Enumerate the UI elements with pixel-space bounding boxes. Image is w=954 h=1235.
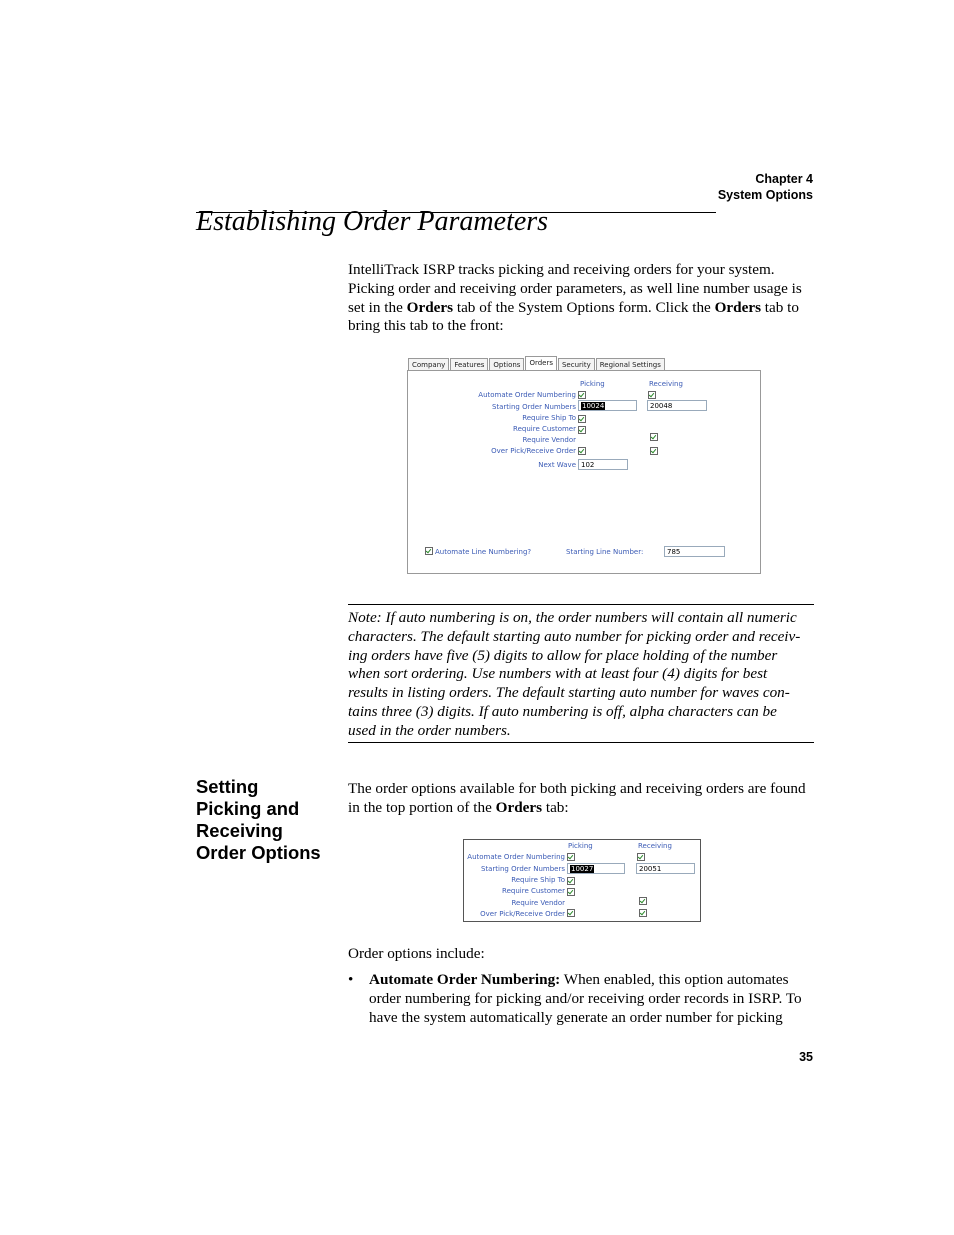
tab-security[interactable]: Security: [558, 358, 595, 370]
intro-line-4: bring this tab to the front:: [348, 317, 504, 335]
auto-line-numbering-checkbox[interactable]: [425, 547, 433, 555]
starting-line-number-label: Starting Line Number:: [566, 548, 644, 556]
intro-line-2: Picking order and receiving order parameters, as well line number usage is: [348, 279, 802, 297]
tab-orders[interactable]: Orders: [525, 356, 557, 370]
receiving-start-input[interactable]: 20051: [636, 863, 695, 874]
option-item-automate: [369, 971, 815, 1027]
intro-line-1: IntelliTrack ISRP tracks picking and receiving orders for your system.: [348, 261, 775, 278]
note-top-rule: [348, 604, 814, 605]
section-heading-line: Picking and: [196, 798, 300, 819]
picking-column-header: Picking: [580, 380, 605, 388]
picking-automate-checkbox[interactable]: [567, 853, 575, 861]
page-title: Establishing Order Parameters: [196, 206, 549, 237]
auto-line-numbering-label: Automate Line Numbering?: [435, 548, 532, 556]
picking-column-header: Picking: [568, 842, 593, 850]
section-heading-line: Order Options: [196, 842, 321, 863]
page-number: 35: [799, 1050, 813, 1064]
option-item-line-1: Automate Order Numbering: When enabled, this option automates: [369, 971, 789, 988]
picking-ship-to-checkbox[interactable]: [567, 877, 575, 885]
note-line-5: results in listing orders. The default starting auto number for waves con-: [348, 684, 790, 702]
receiving-column-header: Receiving: [649, 380, 683, 388]
chapter-label: Chapter 4: [755, 172, 813, 186]
require-ship-to-label: Require Ship To: [522, 414, 576, 422]
receiving-start-input[interactable]: 20048: [647, 400, 707, 411]
picking-over-checkbox[interactable]: [567, 909, 575, 917]
picking-customer-checkbox[interactable]: [578, 426, 586, 434]
picking-ship-to-checkbox[interactable]: [578, 415, 586, 423]
receiving-over-checkbox[interactable]: [650, 447, 658, 455]
next-wave-label: Next Wave: [538, 461, 576, 469]
note-line-4: when sort ordering. Use numbers with at least four (4) digits for best: [348, 665, 768, 683]
require-customer-label: Require Customer: [513, 425, 576, 433]
note-line-2: characters. The default starting auto number for picking order and receiv-: [348, 627, 801, 645]
receiving-column-header: Receiving: [638, 842, 672, 850]
starting-order-numbers-label: Starting Order Numbers: [491, 403, 576, 411]
starting-order-numbers-label: Starting Order Numbers: [480, 865, 565, 873]
options-intro: Order options include:: [348, 945, 485, 962]
picking-start-input[interactable]: 10024: [578, 400, 637, 411]
note-line-7: used in the order numbers.: [348, 721, 511, 739]
note-bottom-rule: [348, 742, 814, 743]
receiving-automate-checkbox[interactable]: [637, 853, 645, 861]
receiving-vendor-checkbox[interactable]: [650, 433, 658, 441]
section-label: System Options: [717, 188, 813, 202]
picking-over-checkbox[interactable]: [578, 447, 586, 455]
over-pick-receive-label: Over Pick/Receive Order: [491, 447, 576, 455]
note-block: [348, 609, 814, 741]
receiving-over-checkbox[interactable]: [639, 909, 647, 917]
section-heading-line: Receiving: [196, 820, 283, 841]
tab-features[interactable]: Features: [450, 358, 488, 370]
tab-options[interactable]: Options: [489, 358, 524, 370]
picking-customer-checkbox[interactable]: [567, 888, 575, 896]
section-para-line-2: in the top portion of the Orders tab:: [348, 798, 569, 816]
section-para-line-1: The order options available for both picking and receiving orders are found: [348, 780, 806, 797]
note-line-3: ing orders have five (5) digits to allow for place holding of the number: [348, 646, 778, 664]
require-vendor-label: Require Vendor: [522, 436, 576, 444]
automate-order-numbering-label: Automate Order Numbering: [467, 853, 565, 861]
require-customer-label: Require Customer: [502, 887, 565, 895]
tab-strip: [408, 358, 666, 370]
require-vendor-label: Require Vendor: [511, 899, 565, 907]
tab-company[interactable]: Company: [408, 358, 449, 370]
note-line-1: Note: If auto numbering is on, the order numbers will contain all numeric: [348, 609, 797, 626]
next-wave-input[interactable]: 102: [578, 459, 628, 470]
picking-start-input[interactable]: 10027: [567, 863, 625, 874]
intro-line-3: set in the Orders tab of the System Options form. Click the Orders tab to: [348, 298, 799, 316]
automate-order-numbering-label: Automate Order Numbering: [478, 391, 576, 399]
picking-automate-checkbox[interactable]: [578, 391, 586, 399]
option-item-line-2: order numbering for picking and/or receiving order records in ISRP. To: [369, 989, 802, 1007]
bullet: •: [348, 971, 354, 988]
receiving-automate-checkbox[interactable]: [648, 391, 656, 399]
starting-line-number-input[interactable]: 785: [664, 546, 725, 557]
tab-regional-settings[interactable]: Regional Settings: [596, 358, 665, 370]
intro-paragraph: [348, 261, 814, 336]
note-line-6: tains three (3) digits. If auto numbering is off, alpha characters can be: [348, 702, 777, 720]
section-paragraph: [348, 780, 814, 818]
receiving-vendor-checkbox[interactable]: [639, 897, 647, 905]
require-ship-to-label: Require Ship To: [511, 876, 565, 884]
over-pick-receive-label: Over Pick/Receive Order: [480, 910, 565, 918]
section-heading-line: Setting: [196, 776, 259, 797]
section-heading: [196, 776, 336, 864]
option-item-line-3: have the system automatically generate an order number for picking: [369, 1008, 783, 1026]
